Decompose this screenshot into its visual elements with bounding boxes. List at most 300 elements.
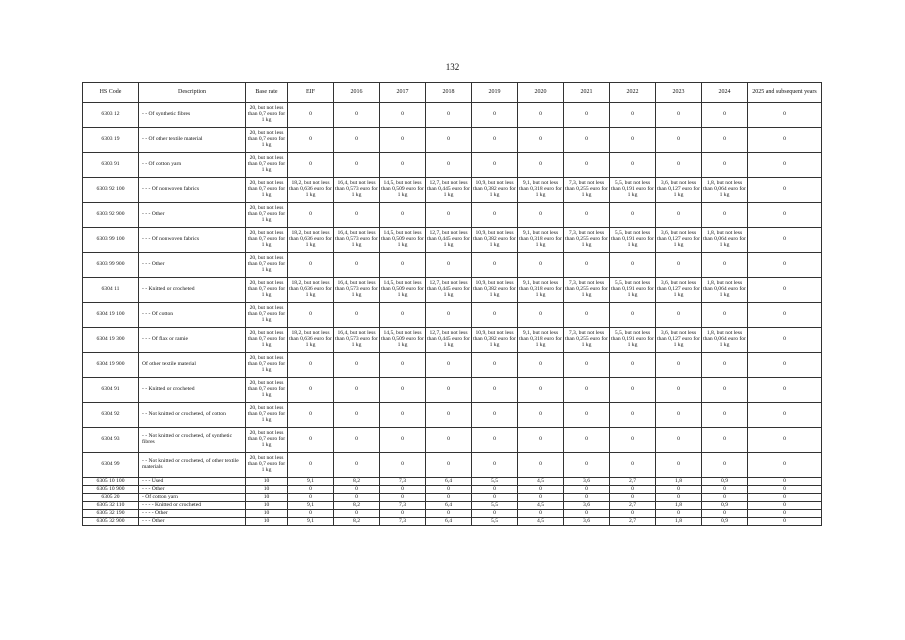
rate-cell: 4,5 bbox=[518, 518, 564, 526]
rate-cell: 0 bbox=[288, 494, 334, 502]
rate-cell: 0 bbox=[288, 103, 334, 128]
rate-cell: 18,2, but not less than 0,636 euro for 1 kg bbox=[288, 328, 334, 353]
rate-cell: 0 bbox=[564, 128, 610, 153]
hs-code-cell: 6305 32 110 bbox=[83, 502, 139, 510]
rate-cell: 0 bbox=[518, 303, 564, 328]
description-cell: - - - - Knitted or crocheted bbox=[139, 502, 246, 510]
rate-cell: 0 bbox=[472, 486, 518, 494]
hs-code-cell: 6304 91 bbox=[83, 378, 139, 403]
rate-cell: 0 bbox=[702, 403, 748, 428]
rate-cell: 2,7 bbox=[610, 478, 656, 486]
rate-cell: 12,7, but not less than 0,445 euro for 1 kg bbox=[426, 278, 472, 303]
rate-cell: 0 bbox=[380, 403, 426, 428]
rate-cell: 0 bbox=[518, 428, 564, 453]
hs-code-cell: 6303 19 bbox=[83, 128, 139, 153]
rate-cell: 0 bbox=[748, 103, 822, 128]
rate-cell: 16,4, but not less than 0,573 euro for 1 kg bbox=[334, 178, 380, 203]
rate-cell: 0 bbox=[472, 353, 518, 378]
description-cell: - - Of other textile material bbox=[139, 128, 246, 153]
rate-cell: 0 bbox=[702, 510, 748, 518]
rate-cell: 0 bbox=[288, 128, 334, 153]
column-header: 2016 bbox=[334, 83, 380, 103]
rate-cell: 5,5, but not less than 0,191 euro for 1 kg bbox=[610, 278, 656, 303]
rate-cell: 14,5, but not less than 0,509 euro for 1 kg bbox=[380, 228, 426, 253]
rate-cell: 9,1, but not less than 0,318 euro for 1 kg bbox=[518, 328, 564, 353]
rate-cell: 9,1 bbox=[288, 518, 334, 526]
rate-cell: 5,5, but not less than 0,191 euro for 1 kg bbox=[610, 178, 656, 203]
rate-cell: 0 bbox=[288, 428, 334, 453]
base-rate-cell: 20, but not less than 0,7 euro for 1 kg bbox=[246, 428, 288, 453]
rate-cell: 0 bbox=[656, 353, 702, 378]
rate-cell: 0 bbox=[334, 203, 380, 228]
rate-cell: 0 bbox=[702, 253, 748, 278]
rate-cell: 0 bbox=[380, 303, 426, 328]
rate-cell: 12,7, but not less than 0,445 euro for 1 kg bbox=[426, 228, 472, 253]
rate-cell: 0 bbox=[610, 453, 656, 478]
rate-cell: 0 bbox=[702, 153, 748, 178]
rate-cell: 0 bbox=[656, 453, 702, 478]
rate-cell: 0 bbox=[610, 403, 656, 428]
rate-cell: 0 bbox=[518, 510, 564, 518]
column-header: 2023 bbox=[656, 83, 702, 103]
description-cell: - - Knitted or crocheted bbox=[139, 378, 246, 403]
rate-cell: 0 bbox=[702, 428, 748, 453]
rate-cell: 0 bbox=[288, 378, 334, 403]
rate-cell: 8,2 bbox=[334, 518, 380, 526]
description-cell: - - Of synthetic fibres bbox=[139, 103, 246, 128]
column-header: 2022 bbox=[610, 83, 656, 103]
rate-cell: 5,5 bbox=[472, 478, 518, 486]
hs-code-cell: 6303 99 100 bbox=[83, 228, 139, 253]
table-row bbox=[83, 378, 822, 403]
rate-cell: 9,1, but not less than 0,318 euro for 1 kg bbox=[518, 178, 564, 203]
description-cell: Of other textile material bbox=[139, 353, 246, 378]
rate-cell: 0 bbox=[702, 494, 748, 502]
rate-cell: 5,5 bbox=[472, 502, 518, 510]
hs-code-cell: 6303 91 bbox=[83, 153, 139, 178]
rate-cell: 0 bbox=[518, 486, 564, 494]
rate-cell: 0 bbox=[656, 153, 702, 178]
tariff-schedule-table bbox=[82, 82, 822, 526]
table-row bbox=[83, 478, 822, 486]
hs-code-cell: 6305 10 100 bbox=[83, 478, 139, 486]
base-rate-cell: 10 bbox=[246, 494, 288, 502]
rate-cell: 5,5, but not less than 0,191 euro for 1 kg bbox=[610, 228, 656, 253]
table-row bbox=[83, 453, 822, 478]
rate-cell: 0 bbox=[380, 253, 426, 278]
description-cell: - - - Of nonwoven fabrics bbox=[139, 178, 246, 203]
page-number: 132 bbox=[445, 62, 460, 72]
rate-cell: 1,8 bbox=[656, 478, 702, 486]
rate-cell: 18,2, but not less than 0,636 euro for 1 kg bbox=[288, 178, 334, 203]
rate-cell: 0 bbox=[748, 153, 822, 178]
rate-cell: 0 bbox=[656, 203, 702, 228]
rate-cell: 0 bbox=[426, 103, 472, 128]
rate-cell: 0 bbox=[610, 378, 656, 403]
rate-cell: 0 bbox=[472, 128, 518, 153]
rate-cell: 0 bbox=[518, 128, 564, 153]
rate-cell: 0 bbox=[564, 103, 610, 128]
rate-cell: 0 bbox=[288, 486, 334, 494]
hs-code-cell: 6303 99 900 bbox=[83, 253, 139, 278]
column-header: 2024 bbox=[702, 83, 748, 103]
rate-cell: 0 bbox=[610, 303, 656, 328]
table-body bbox=[83, 103, 822, 526]
rate-cell: 0 bbox=[288, 303, 334, 328]
rate-cell: 0 bbox=[472, 494, 518, 502]
rate-cell: 10,9, but not less than 0,382 euro for 1 kg bbox=[472, 228, 518, 253]
rate-cell: 0 bbox=[426, 203, 472, 228]
rate-cell: 0 bbox=[564, 494, 610, 502]
rate-cell: 7,3, but not less than 0,255 euro for 1 kg bbox=[564, 228, 610, 253]
rate-cell: 0 bbox=[288, 353, 334, 378]
rate-cell: 0 bbox=[334, 494, 380, 502]
rate-cell: 0 bbox=[610, 128, 656, 153]
rate-cell: 0 bbox=[564, 203, 610, 228]
rate-cell: 0 bbox=[380, 128, 426, 153]
rate-cell: 0 bbox=[334, 153, 380, 178]
table-row bbox=[83, 278, 822, 303]
rate-cell: 0 bbox=[380, 486, 426, 494]
rate-cell: 0 bbox=[610, 203, 656, 228]
description-cell: - - Not knitted or crocheted, of synthetic fibres bbox=[139, 428, 246, 453]
rate-cell: 0 bbox=[472, 153, 518, 178]
column-header: Description bbox=[139, 83, 246, 103]
rate-cell: 0 bbox=[380, 510, 426, 518]
rate-cell: 0 bbox=[518, 453, 564, 478]
rate-cell: 0 bbox=[426, 378, 472, 403]
rate-cell: 5,5, but not less than 0,191 euro for 1 kg bbox=[610, 328, 656, 353]
header-row bbox=[83, 83, 822, 103]
base-rate-cell: 20, but not less than 0,7 euro for 1 kg bbox=[246, 178, 288, 203]
rate-cell: 8,2 bbox=[334, 502, 380, 510]
rate-cell: 0 bbox=[702, 303, 748, 328]
rate-cell: 0 bbox=[288, 453, 334, 478]
table-row bbox=[83, 203, 822, 228]
column-header: 2018 bbox=[426, 83, 472, 103]
rate-cell: 0 bbox=[656, 128, 702, 153]
table-row bbox=[83, 128, 822, 153]
rate-cell: 10,9, but not less than 0,382 euro for 1 kg bbox=[472, 178, 518, 203]
rate-cell: 0,9 bbox=[702, 478, 748, 486]
rate-cell: 0 bbox=[748, 478, 822, 486]
description-cell: - - - Of nonwoven fabrics bbox=[139, 228, 246, 253]
rate-cell: 0 bbox=[564, 353, 610, 378]
rate-cell: 0,9 bbox=[702, 518, 748, 526]
rate-cell: 0 bbox=[748, 178, 822, 203]
rate-cell: 0 bbox=[472, 253, 518, 278]
table-row bbox=[83, 303, 822, 328]
rate-cell: 0 bbox=[748, 486, 822, 494]
description-cell: - - - Other bbox=[139, 518, 246, 526]
rate-cell: 0 bbox=[518, 378, 564, 403]
rate-cell: 0 bbox=[334, 128, 380, 153]
description-cell: - - - Used bbox=[139, 478, 246, 486]
rate-cell: 0 bbox=[472, 103, 518, 128]
rate-cell: 0 bbox=[380, 203, 426, 228]
rate-cell: 0 bbox=[426, 353, 472, 378]
rate-cell: 6,4 bbox=[426, 502, 472, 510]
hs-code-cell: 6305 32 900 bbox=[83, 518, 139, 526]
rate-cell: 0 bbox=[564, 378, 610, 403]
table-row bbox=[83, 510, 822, 518]
rate-cell: 6,4 bbox=[426, 518, 472, 526]
description-cell: - - - Other bbox=[139, 253, 246, 278]
rate-cell: 0 bbox=[702, 353, 748, 378]
rate-cell: 0 bbox=[610, 486, 656, 494]
rate-cell: 3,6 bbox=[564, 478, 610, 486]
table-row bbox=[83, 153, 822, 178]
hs-code-cell: 6305 20 bbox=[83, 494, 139, 502]
rate-cell: 0 bbox=[426, 453, 472, 478]
rate-cell: 0 bbox=[610, 253, 656, 278]
rate-cell: 7,3, but not less than 0,255 euro for 1 kg bbox=[564, 178, 610, 203]
rate-cell: 0 bbox=[472, 510, 518, 518]
rate-cell: 7,3 bbox=[380, 478, 426, 486]
rate-cell: 18,2, but not less than 0,636 euro for 1 kg bbox=[288, 278, 334, 303]
rate-cell: 0 bbox=[656, 494, 702, 502]
rate-cell: 9,1 bbox=[288, 502, 334, 510]
rate-cell: 0 bbox=[518, 353, 564, 378]
rate-cell: 0 bbox=[426, 128, 472, 153]
rate-cell: 0 bbox=[518, 253, 564, 278]
rate-cell: 0 bbox=[518, 153, 564, 178]
rate-cell: 0 bbox=[748, 403, 822, 428]
rate-cell: 3,6 bbox=[564, 518, 610, 526]
rate-cell: 0 bbox=[656, 378, 702, 403]
rate-cell: 0 bbox=[610, 153, 656, 178]
rate-cell: 0 bbox=[426, 494, 472, 502]
column-header: 2021 bbox=[564, 83, 610, 103]
rate-cell: 6,4 bbox=[426, 478, 472, 486]
hs-code-cell: 6304 93 bbox=[83, 428, 139, 453]
rate-cell: 0 bbox=[656, 253, 702, 278]
rate-cell: 0 bbox=[748, 378, 822, 403]
rate-cell: 0 bbox=[748, 203, 822, 228]
rate-cell: 1,8, but not less than 0,064 euro for 1 kg bbox=[702, 228, 748, 253]
description-cell: - - Knitted or crocheted bbox=[139, 278, 246, 303]
rate-cell: 7,3 bbox=[380, 502, 426, 510]
base-rate-cell: 20, but not less than 0,7 euro for 1 kg bbox=[246, 453, 288, 478]
rate-cell: 9,1, but not less than 0,318 euro for 1 kg bbox=[518, 228, 564, 253]
description-cell: - Of cotton yarn bbox=[139, 494, 246, 502]
rate-cell: 0 bbox=[610, 353, 656, 378]
base-rate-cell: 20, but not less than 0,7 euro for 1 kg bbox=[246, 353, 288, 378]
base-rate-cell: 10 bbox=[246, 518, 288, 526]
rate-cell: 0 bbox=[426, 486, 472, 494]
table-row bbox=[83, 353, 822, 378]
rate-cell: 8,2 bbox=[334, 478, 380, 486]
hs-code-cell: 6304 99 bbox=[83, 453, 139, 478]
rate-cell: 0 bbox=[334, 453, 380, 478]
rate-cell: 0 bbox=[472, 403, 518, 428]
rate-cell: 0 bbox=[380, 428, 426, 453]
rate-cell: 0 bbox=[472, 453, 518, 478]
base-rate-cell: 20, but not less than 0,7 euro for 1 kg bbox=[246, 153, 288, 178]
rate-cell: 0 bbox=[564, 453, 610, 478]
rate-cell: 0 bbox=[748, 428, 822, 453]
rate-cell: 1,8, but not less than 0,064 euro for 1 kg bbox=[702, 278, 748, 303]
rate-cell: 14,5, but not less than 0,509 euro for 1 kg bbox=[380, 178, 426, 203]
rate-cell: 0 bbox=[472, 378, 518, 403]
rate-cell: 0 bbox=[472, 428, 518, 453]
rate-cell: 4,5 bbox=[518, 478, 564, 486]
rate-cell: 0 bbox=[334, 103, 380, 128]
table-row bbox=[83, 103, 822, 128]
rate-cell: 0 bbox=[564, 253, 610, 278]
rate-cell: 0 bbox=[518, 494, 564, 502]
description-cell: - - - Of cotton bbox=[139, 303, 246, 328]
rate-cell: 3,6, but not less than 0,127 euro for 1 kg bbox=[656, 328, 702, 353]
table-row bbox=[83, 403, 822, 428]
table-row bbox=[83, 494, 822, 502]
rate-cell: 0 bbox=[518, 203, 564, 228]
rate-cell: 0 bbox=[380, 494, 426, 502]
rate-cell: 0 bbox=[518, 103, 564, 128]
hs-code-cell: 6303 12 bbox=[83, 103, 139, 128]
rate-cell: 0 bbox=[472, 203, 518, 228]
rate-cell: 9,1 bbox=[288, 478, 334, 486]
table-row bbox=[83, 328, 822, 353]
column-header: 2017 bbox=[380, 83, 426, 103]
rate-cell: 0 bbox=[288, 203, 334, 228]
rate-cell: 0 bbox=[702, 203, 748, 228]
column-header: 2025 and subsequent years bbox=[748, 83, 822, 103]
description-cell: - - - - Other bbox=[139, 510, 246, 518]
hs-code-cell: 6304 92 bbox=[83, 403, 139, 428]
rate-cell: 0 bbox=[656, 103, 702, 128]
rate-cell: 0 bbox=[702, 453, 748, 478]
rate-cell: 12,7, but not less than 0,445 euro for 1 kg bbox=[426, 178, 472, 203]
rate-cell: 0 bbox=[748, 253, 822, 278]
rate-cell: 10,9, but not less than 0,382 euro for 1 kg bbox=[472, 278, 518, 303]
rate-cell: 7,3, but not less than 0,255 euro for 1 kg bbox=[564, 278, 610, 303]
rate-cell: 0 bbox=[748, 328, 822, 353]
rate-cell: 1,8, but not less than 0,064 euro for 1 kg bbox=[702, 328, 748, 353]
rate-cell: 0 bbox=[702, 486, 748, 494]
rate-cell: 0 bbox=[426, 153, 472, 178]
rate-cell: 0 bbox=[564, 153, 610, 178]
rate-cell: 0 bbox=[748, 353, 822, 378]
rate-cell: 0 bbox=[426, 428, 472, 453]
rate-cell: 18,2, but not less than 0,636 euro for 1 kg bbox=[288, 228, 334, 253]
rate-cell: 0 bbox=[748, 494, 822, 502]
rate-cell: 0 bbox=[426, 403, 472, 428]
rate-cell: 16,4, but not less than 0,573 euro for 1 kg bbox=[334, 228, 380, 253]
rate-cell: 3,6, but not less than 0,127 euro for 1 kg bbox=[656, 178, 702, 203]
rate-cell: 0 bbox=[518, 403, 564, 428]
rate-cell: 0 bbox=[472, 303, 518, 328]
table-row bbox=[83, 502, 822, 510]
rate-cell: 0 bbox=[334, 253, 380, 278]
rate-cell: 1,8 bbox=[656, 502, 702, 510]
base-rate-cell: 20, but not less than 0,7 euro for 1 kg bbox=[246, 403, 288, 428]
base-rate-cell: 20, but not less than 0,7 euro for 1 kg bbox=[246, 328, 288, 353]
rate-cell: 10,9, but not less than 0,382 euro for 1 kg bbox=[472, 328, 518, 353]
rate-cell: 0 bbox=[380, 153, 426, 178]
rate-cell: 0 bbox=[748, 502, 822, 510]
rate-cell: 0 bbox=[288, 510, 334, 518]
rate-cell: 0 bbox=[656, 303, 702, 328]
column-header: EIF bbox=[288, 83, 334, 103]
base-rate-cell: 10 bbox=[246, 502, 288, 510]
description-cell: - - Not knitted or crocheted, of cotton bbox=[139, 403, 246, 428]
rate-cell: 0 bbox=[610, 510, 656, 518]
rate-cell: 0 bbox=[334, 403, 380, 428]
base-rate-cell: 10 bbox=[246, 510, 288, 518]
table-row bbox=[83, 518, 822, 526]
rate-cell: 0 bbox=[334, 353, 380, 378]
rate-cell: 0,9 bbox=[702, 502, 748, 510]
column-header: 2019 bbox=[472, 83, 518, 103]
table-row bbox=[83, 228, 822, 253]
rate-cell: 0 bbox=[334, 486, 380, 494]
rate-cell: 0 bbox=[380, 378, 426, 403]
rate-cell: 0 bbox=[656, 403, 702, 428]
base-rate-cell: 20, but not less than 0,7 euro for 1 kg bbox=[246, 103, 288, 128]
base-rate-cell: 20, but not less than 0,7 euro for 1 kg bbox=[246, 378, 288, 403]
rate-cell: 0 bbox=[702, 103, 748, 128]
rate-cell: 0 bbox=[426, 253, 472, 278]
hs-code-cell: 6303 92 100 bbox=[83, 178, 139, 203]
rate-cell: 0 bbox=[656, 428, 702, 453]
rate-cell: 16,4, but not less than 0,573 euro for 1 kg bbox=[334, 328, 380, 353]
base-rate-cell: 20, but not less than 0,7 euro for 1 kg bbox=[246, 303, 288, 328]
column-header: Base rate bbox=[246, 83, 288, 103]
base-rate-cell: 10 bbox=[246, 486, 288, 494]
rate-cell: 12,7, but not less than 0,445 euro for 1 kg bbox=[426, 328, 472, 353]
rate-cell: 0 bbox=[748, 518, 822, 526]
rate-cell: 0 bbox=[748, 228, 822, 253]
rate-cell: 0 bbox=[288, 153, 334, 178]
rate-cell: 14,5, but not less than 0,509 euro for 1 kg bbox=[380, 278, 426, 303]
base-rate-cell: 20, but not less than 0,7 euro for 1 kg bbox=[246, 203, 288, 228]
rate-cell: 0 bbox=[610, 103, 656, 128]
rate-cell: 3,6, but not less than 0,127 euro for 1 kg bbox=[656, 228, 702, 253]
base-rate-cell: 10 bbox=[246, 478, 288, 486]
rate-cell: 0 bbox=[748, 510, 822, 518]
rate-cell: 0 bbox=[564, 403, 610, 428]
rate-cell: 3,6 bbox=[564, 502, 610, 510]
description-cell: - - Of cotton yarn bbox=[139, 153, 246, 178]
rate-cell: 0 bbox=[426, 510, 472, 518]
rate-cell: 0 bbox=[564, 486, 610, 494]
rate-cell: 0 bbox=[748, 278, 822, 303]
description-cell: - - Not knitted or crocheted, of other textile materials bbox=[139, 453, 246, 478]
description-cell: - - - Other bbox=[139, 203, 246, 228]
rate-cell: 1,8, but not less than 0,064 euro for 1 kg bbox=[702, 178, 748, 203]
rate-cell: 0 bbox=[748, 453, 822, 478]
rate-cell: 2,7 bbox=[610, 502, 656, 510]
hs-code-cell: 6305 32 190 bbox=[83, 510, 139, 518]
rate-cell: 0 bbox=[334, 303, 380, 328]
column-header: 2020 bbox=[518, 83, 564, 103]
rate-cell: 9,1, but not less than 0,318 euro for 1 kg bbox=[518, 278, 564, 303]
rate-cell: 0 bbox=[288, 253, 334, 278]
rate-cell: 7,3, but not less than 0,255 euro for 1 kg bbox=[564, 328, 610, 353]
rate-cell: 0 bbox=[380, 453, 426, 478]
rate-cell: 4,5 bbox=[518, 502, 564, 510]
rate-cell: 0 bbox=[656, 486, 702, 494]
rate-cell: 0 bbox=[564, 510, 610, 518]
rate-cell: 16,4, but not less than 0,573 euro for 1 kg bbox=[334, 278, 380, 303]
base-rate-cell: 20, but not less than 0,7 euro for 1 kg bbox=[246, 228, 288, 253]
base-rate-cell: 20, but not less than 0,7 euro for 1 kg bbox=[246, 253, 288, 278]
rate-cell: 0 bbox=[380, 353, 426, 378]
rate-cell: 0 bbox=[610, 494, 656, 502]
rate-cell: 0 bbox=[748, 303, 822, 328]
rate-cell: 0 bbox=[334, 510, 380, 518]
